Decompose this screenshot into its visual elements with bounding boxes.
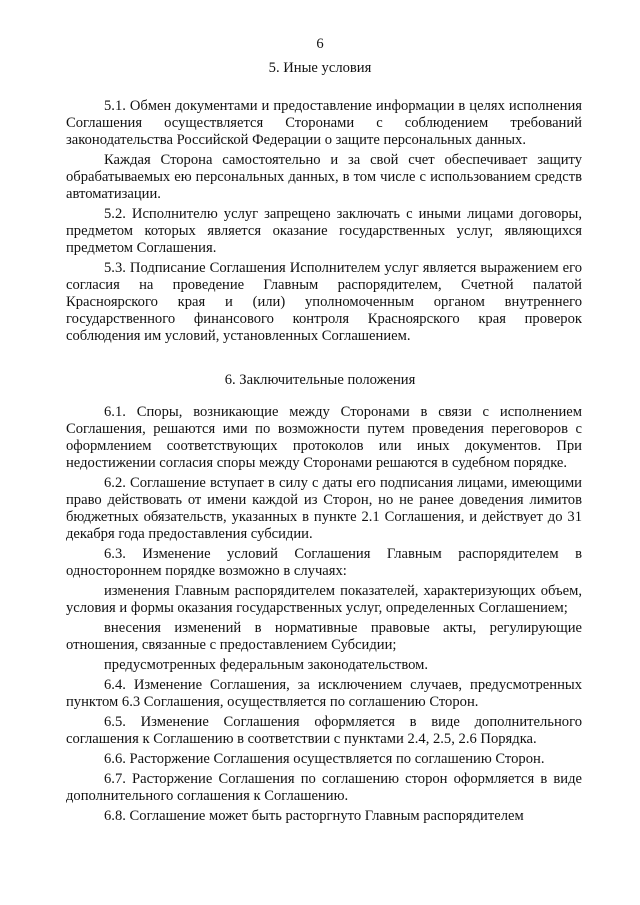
- paragraph-5-2: 5.2. Исполнителю услуг запрещено заключать с иными лицами договоры, предметом которых является оказание государственных услуг, являющихся предметом Соглашения.: [66, 206, 582, 256]
- paragraph-6-7: 6.7. Расторжение Соглашения по соглашению сторон оформляется в виде дополнительного соглашения к Соглашению.: [66, 771, 582, 804]
- paragraph-5-3: 5.3. Подписание Соглашения Исполнителем услуг является выражением его согласия на проведение Главным распорядителем, Счетной палатой Красноярского края и (или) уполномоченным органом внутреннего государственного финансового контроля Красноярского края проверок соблюдения им условий, установленных Соглашением.: [66, 260, 582, 344]
- paragraph-6-4: 6.4. Изменение Соглашения, за исключением случаев, предусмотренных пунктом 6.3 Соглашения, осуществляется по соглашению Сторон.: [66, 677, 582, 710]
- paragraph-6-3-case-2: внесения изменений в нормативные правовые акты, регулирующие отношения, связанные с предоставлением Субсидии;: [66, 620, 582, 653]
- paragraph-6-3-case-1: изменения Главным распорядителем показателей, характеризующих объем, условия и формы оказания государственных услуг, определенных Соглашением;: [66, 583, 582, 616]
- paragraph-6-3: 6.3. Изменение условий Соглашения Главным распорядителем в одностороннем порядке возможно в случаях:: [66, 546, 582, 579]
- paragraph-5-1-personal-data: Каждая Сторона самостоятельно и за свой счет обеспечивает защиту обрабатываемых ею персональных данных, в том числе с использованием средств автоматизации.: [66, 152, 582, 202]
- section-5-heading: 5. Иные условия: [268, 60, 372, 76]
- paragraph-6-2: 6.2. Соглашение вступает в силу с даты его подписания лицами, имеющими право действовать от имени каждой из Сторон, но не ранее доведения лимитов бюджетных обязательств, указанных в пункте 2.1 Соглашения, и действует до 31 декабря года предоставления субсидии.: [66, 475, 582, 542]
- section-5-body: [66, 98, 582, 348]
- page-number: 6: [316, 36, 324, 52]
- paragraph-6-5: 6.5. Изменение Соглашения оформляется в виде дополнительного соглашения к Соглашению в соответствии с пунктами 2.4, 2.5, 2.6 Порядка.: [66, 714, 582, 747]
- paragraph-5-1: 5.1. Обмен документами и предоставление информации в целях исполнения Соглашения осуществляется Сторонами с соблюдением требований законодательства Российской Федерации о защите персональных данных.: [66, 98, 582, 148]
- paragraph-6-6: 6.6. Расторжение Соглашения осуществляется по соглашению Сторон.: [104, 751, 545, 767]
- section-6-heading: 6. Заключительные положения: [224, 372, 416, 388]
- paragraph-6-1: 6.1. Споры, возникающие между Сторонами в связи с исполнением Соглашения, решаются ими по возможности путем проведения переговоров с оформлением соответствующих протоколов или иных документов. При недостижении согласия споры между Сторонами решаются в судебном порядке.: [66, 404, 582, 471]
- paragraph-6-8: 6.8. Соглашение может быть расторгнуто Главным распорядителем: [104, 808, 524, 824]
- section-6-body: [66, 404, 582, 828]
- paragraph-6-3-case-3: предусмотренных федеральным законодательством.: [104, 657, 429, 673]
